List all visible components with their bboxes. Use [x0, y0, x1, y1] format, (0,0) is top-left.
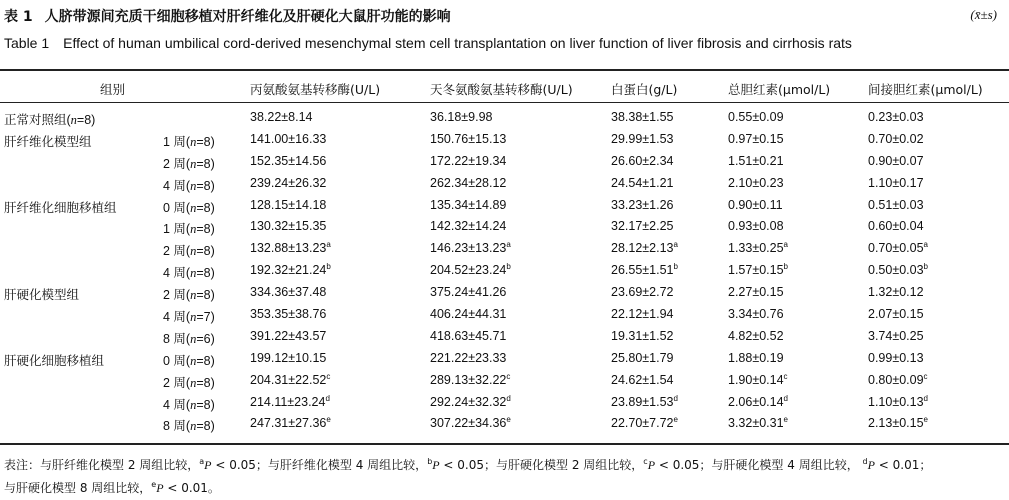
cell-albumin: 24.54±1.21: [611, 175, 674, 190]
cell-alt: 128.15±14.18: [250, 197, 327, 212]
cell-ast: 221.22±23.33: [430, 350, 507, 365]
cell-total-bilirubin: 1.88±0.19: [728, 350, 784, 365]
significance-mark: d: [325, 393, 330, 403]
significance-mark: c: [326, 371, 331, 381]
cell-albumin: 22.12±1.94: [611, 307, 674, 322]
significance-mark: c: [923, 371, 928, 381]
cell-alt: 130.32±15.35: [250, 219, 327, 234]
row-timepoint-label: 4 周(n=8): [163, 178, 215, 193]
p-value-symbol: P: [867, 458, 875, 472]
cell-albumin: 22.70±7.72$^e$: [611, 415, 678, 431]
cell-total-bilirubin: 2.06±0.14$^d$: [728, 393, 788, 409]
cell-total-bilirubin: 4.82±0.52: [728, 328, 784, 343]
table-label-en: Table 1: [4, 35, 50, 51]
cell-albumin: 23.89±1.53$^d$: [611, 393, 678, 409]
significance-mark: b: [673, 262, 678, 272]
significance-mark: d: [783, 393, 788, 403]
header-group: 组别: [100, 82, 126, 97]
cell-albumin: 28.12±2.13$^a$: [611, 240, 678, 256]
cell-albumin: 32.17±2.25: [611, 219, 674, 234]
table-row: [0, 282, 1009, 304]
significance-mark: e: [923, 415, 928, 425]
table-row: [0, 348, 1009, 370]
significance-mark: d: [673, 393, 678, 403]
cell-alt: 38.22±8.14: [250, 110, 313, 124]
cell-albumin: 26.60±2.34: [611, 153, 674, 168]
footnote-mark: a: [199, 457, 205, 466]
significance-mark: b: [783, 262, 788, 272]
cell-indirect-bilirubin: 0.80±0.09$^c$: [868, 371, 928, 387]
cell-indirect-bilirubin: 0.90±0.07: [868, 153, 924, 168]
header-alt: 丙氨酸氨基转移酶(U/L): [250, 82, 381, 97]
cell-albumin: 25.80±1.79: [611, 350, 674, 365]
cell-indirect-bilirubin: 0.51±0.03: [868, 197, 924, 212]
stat-notation: (x̄±s): [970, 7, 997, 22]
row-timepoint-label: 0 周(n=8): [163, 353, 215, 368]
table-title-en: [4, 35, 852, 51]
row-timepoint-label: 4 周(n=8): [163, 397, 215, 412]
cell-total-bilirubin: 0.97±0.15: [728, 131, 784, 146]
p-value-symbol: P: [432, 458, 440, 472]
table-row: [0, 238, 1009, 260]
significance-mark: a: [326, 240, 331, 250]
cell-ast: 289.13±32.22$^c$: [430, 371, 511, 387]
row-timepoint-label: 2 周(n=8): [163, 375, 215, 390]
cell-albumin: 33.23±1.26: [611, 197, 674, 212]
cell-alt: 199.12±10.15: [250, 350, 327, 365]
cell-albumin: 29.99±1.53: [611, 131, 674, 146]
cell-ast: 142.32±14.24: [430, 219, 507, 234]
cell-indirect-bilirubin: 3.74±0.25: [868, 328, 924, 343]
footnote-mark: b: [427, 457, 433, 466]
significance-mark: a: [923, 240, 928, 250]
cell-alt: 152.35±14.56: [250, 153, 327, 168]
cell-indirect-bilirubin: 0.23±0.03: [868, 110, 924, 124]
cell-ast: 406.24±44.31: [430, 307, 507, 322]
significance-mark: c: [506, 371, 511, 381]
table-row: [0, 107, 1009, 129]
significance-mark: c: [783, 371, 788, 381]
significance-mark: e: [783, 415, 788, 425]
row-group-label: 正常对照组(n=8): [4, 113, 96, 127]
cell-alt: 353.35±38.76: [250, 307, 327, 322]
cell-ast: 307.22±34.36$^e$: [430, 415, 511, 431]
cell-total-bilirubin: 0.93±0.08: [728, 219, 784, 234]
cell-total-bilirubin: 3.34±0.76: [728, 307, 784, 322]
cell-total-bilirubin: 0.55±0.09: [728, 110, 784, 124]
cell-ast: 172.22±19.34: [430, 153, 507, 168]
cell-ast: 135.34±14.89: [430, 197, 507, 212]
p-value-symbol: P: [204, 458, 212, 472]
header-indirect-bilirubin: 间接胆红素(μmol/L): [868, 82, 983, 97]
row-timepoint-label: 0 周(n=8): [163, 200, 215, 215]
cell-albumin: 19.31±1.52: [611, 328, 674, 343]
p-value-symbol: P: [647, 458, 656, 472]
significance-mark: e: [506, 415, 511, 425]
cell-alt: 132.88±13.23$^a$: [250, 240, 331, 256]
significance-mark: a: [673, 240, 678, 250]
significance-mark: a: [506, 240, 511, 250]
cell-indirect-bilirubin: 1.32±0.12: [868, 285, 924, 300]
cell-total-bilirubin: 2.27±0.15: [728, 285, 784, 300]
table-row: [0, 216, 1009, 238]
footnote-mark: c: [643, 457, 648, 466]
cell-total-bilirubin: 1.90±0.14$^c$: [728, 371, 788, 387]
significance-mark: b: [326, 262, 331, 272]
footnote-mark: d: [862, 457, 868, 466]
row-timepoint-label: 2 周(n=8): [163, 156, 215, 171]
cell-alt: 204.31±22.52$^c$: [250, 371, 331, 387]
row-timepoint-label: 8 周(n=8): [163, 419, 215, 434]
cell-indirect-bilirubin: 2.07±0.15: [868, 307, 924, 322]
header-rule: [0, 102, 1009, 103]
cell-total-bilirubin: 1.51±0.21: [728, 153, 784, 168]
table-title-cn-text: 人脐带源间充质干细胞移植对肝纤维化及肝硬化大鼠肝功能的影响: [44, 9, 451, 25]
table-title-en-text: Effect of human umbilical cord-derived mesenchymal stem cell transplantation on liver function of liver fibrosis and cirrhosis rats: [63, 35, 852, 51]
cell-indirect-bilirubin: 0.70±0.02: [868, 131, 924, 146]
cell-total-bilirubin: 1.57±0.15$^b$: [728, 262, 788, 278]
cell-ast: 375.24±41.26: [430, 285, 507, 300]
row-timepoint-label: 2 周(n=8): [163, 244, 215, 259]
cell-indirect-bilirubin: 1.10±0.13$^d$: [868, 393, 928, 409]
cell-ast: 292.24±32.32$^d$: [430, 393, 511, 409]
footnote-mark: e: [151, 480, 157, 489]
table-row: [0, 260, 1009, 282]
cell-alt: 214.11±23.24$^d$: [250, 393, 330, 409]
cell-alt: 391.22±43.57: [250, 328, 327, 343]
table-footnote: 表注：与肝纤维化模型 2 周组比较，$^a$P < 0.05；与肝纤维化模型 4 周组比较，$^b$P < 0.05；与肝硬化模型 2 周组比较，$^c$P < 0.05；与肝硬化模型 4 周组比较， $^d$P < 0.01； 与肝硬化模型 8 周组比较，$^e$P < 0.01。: [4, 457, 932, 495]
table-row: [0, 304, 1009, 326]
cell-indirect-bilirubin: 0.60±0.04: [868, 219, 924, 234]
cell-ast: 262.34±28.12: [430, 175, 507, 190]
cell-total-bilirubin: 3.32±0.31$^e$: [728, 415, 788, 431]
row-timepoint-label: 1 周(n=8): [163, 222, 215, 237]
significance-mark: d: [923, 393, 928, 403]
cell-alt: 192.32±21.24$^b$: [250, 262, 331, 278]
cell-ast: 146.23±13.23$^a$: [430, 240, 511, 256]
cell-albumin: 24.62±1.54: [611, 372, 674, 387]
cell-alt: 239.24±26.32: [250, 175, 327, 190]
p-value-symbol: P: [156, 481, 164, 495]
cell-indirect-bilirubin: 0.70±0.05$^a$: [868, 240, 928, 256]
table-row: [0, 370, 1009, 392]
row-group-label: 肝硬化模型组: [4, 288, 80, 303]
significance-mark: d: [506, 393, 511, 403]
row-group-label: 肝纤维化模型组: [4, 134, 92, 149]
cell-ast: 150.76±15.13: [430, 131, 507, 146]
cell-ast: 204.52±23.24$^b$: [430, 262, 511, 278]
table-row: [0, 173, 1009, 195]
row-group-label: 肝硬化细胞移植组: [4, 353, 105, 368]
bottom-rule: [0, 443, 1009, 445]
cell-total-bilirubin: 1.33±0.25$^a$: [728, 240, 788, 256]
cell-ast: 36.18±9.98: [430, 110, 493, 124]
row-timepoint-label: 4 周(n=8): [163, 266, 215, 281]
significance-mark: e: [673, 415, 678, 425]
row-timepoint-label: 4 周(n=7): [163, 310, 215, 325]
cell-ast: 418.63±45.71: [430, 328, 507, 343]
cell-albumin: 38.38±1.55: [611, 110, 674, 124]
significance-mark: b: [923, 262, 928, 272]
significance-mark: b: [506, 262, 511, 272]
cell-albumin: 26.55±1.51$^b$: [611, 262, 678, 278]
table-row: [0, 413, 1009, 435]
cell-alt: 141.00±16.33: [250, 131, 327, 146]
table-row: [0, 392, 1009, 414]
table-row: [0, 195, 1009, 217]
cell-total-bilirubin: 0.90±0.11: [728, 197, 783, 212]
significance-mark: e: [326, 415, 331, 425]
cell-indirect-bilirubin: 2.13±0.15$^e$: [868, 415, 928, 431]
row-group-label: 肝纤维化细胞移植组: [4, 200, 117, 215]
cell-alt: 334.36±37.48: [250, 285, 327, 300]
row-timepoint-label: 2 周(n=8): [163, 288, 215, 303]
row-timepoint-label: 1 周(n=8): [163, 134, 215, 149]
cell-alt: 247.31±27.36$^e$: [250, 415, 331, 431]
table-header-row: [0, 70, 1009, 102]
significance-mark: a: [783, 240, 788, 250]
table-row: [0, 129, 1009, 151]
table-row: [0, 326, 1009, 348]
row-timepoint-label: 8 周(n=6): [163, 331, 215, 346]
cell-total-bilirubin: 2.10±0.23: [728, 175, 784, 190]
cell-indirect-bilirubin: 1.10±0.17: [868, 175, 924, 190]
header-albumin: 白蛋白(g/L): [611, 82, 678, 97]
table-label-cn: 表 1: [4, 9, 33, 25]
table-row: [0, 151, 1009, 173]
header-total-bilirubin: 总胆红素(μmol/L): [728, 82, 831, 97]
table-title-cn: [4, 6, 451, 26]
header-ast: 天冬氨酸氨基转移酶(U/L): [430, 82, 573, 97]
cell-albumin: 23.69±2.72: [611, 285, 674, 300]
cell-indirect-bilirubin: 0.50±0.03$^b$: [868, 262, 928, 278]
cell-indirect-bilirubin: 0.99±0.13: [868, 350, 924, 365]
table-body: [0, 107, 1009, 435]
